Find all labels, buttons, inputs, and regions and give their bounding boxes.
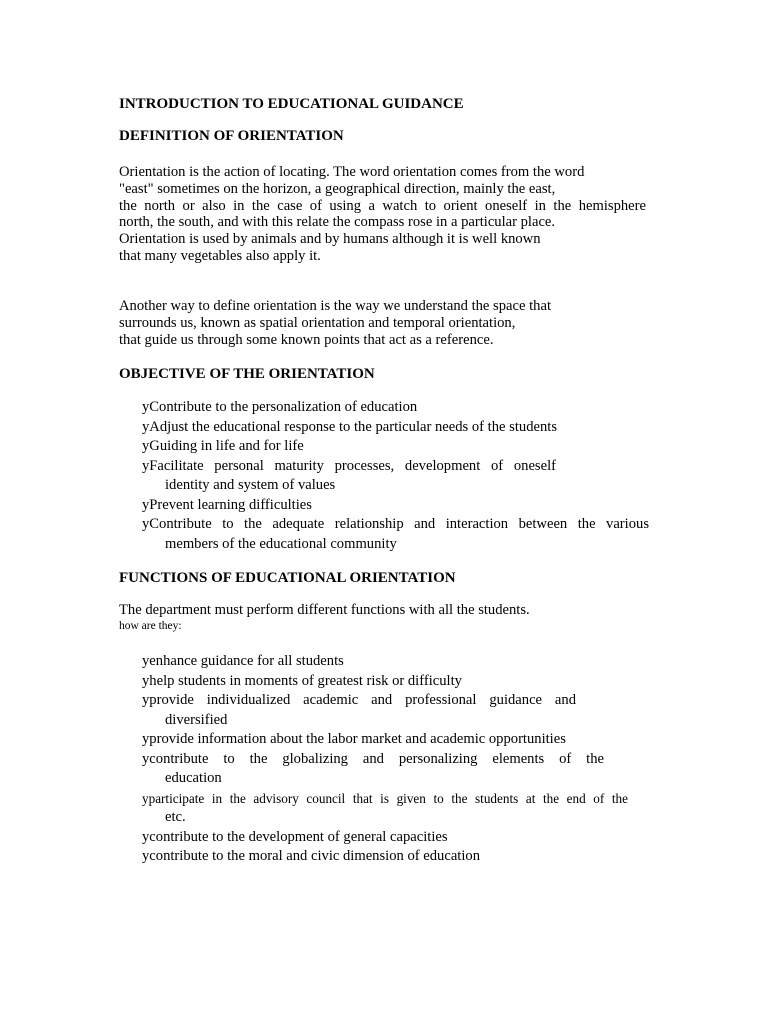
paragraph-line: surrounds us, known as spatial orientation and temporal orientation, <box>119 314 516 331</box>
paragraph-line: north, the south, and with this relate the compass rose in a particular place. <box>119 214 556 231</box>
list-item-text: Contribute to the personalization of education <box>149 399 418 415</box>
list-item <box>142 398 649 418</box>
list-item <box>142 496 649 516</box>
intro-line: The department must perform different functions with all the students. <box>119 602 530 618</box>
list-item <box>142 789 628 828</box>
list-item-line <box>142 750 604 770</box>
list-item <box>142 691 576 730</box>
list-item-text: Prevent learning difficulties <box>149 496 312 513</box>
list-item-line <box>142 457 556 477</box>
functions-heading: FUNCTIONS OF EDUCATIONAL ORIENTATION <box>119 570 456 586</box>
list-item-text: Guiding in life and for life <box>149 438 304 454</box>
list-item-text: contribute to the globalizing and personalizing elements of the <box>149 750 604 767</box>
list-item-line <box>142 691 576 711</box>
definition-paragraph-1 <box>119 164 646 265</box>
list-item-continuation: diversified <box>165 711 228 728</box>
list-item-line <box>142 789 628 809</box>
list-item <box>142 750 604 789</box>
list-item <box>142 457 556 496</box>
bullet-glyph: y <box>142 653 150 669</box>
bullet-glyph: y <box>142 731 150 747</box>
list-item-text: contribute to the development of general capacities <box>149 828 448 845</box>
paragraph-line: Another way to define orientation is the way we understand the space that <box>119 298 551 314</box>
list-item <box>142 437 649 457</box>
list-item-line <box>142 515 649 535</box>
list-item <box>142 730 604 750</box>
bullet-glyph: y <box>142 750 150 767</box>
bullet-glyph: y <box>142 848 150 864</box>
list-item <box>142 672 604 692</box>
list-item-continuation: education <box>165 770 222 786</box>
bullet-glyph: y <box>142 496 150 513</box>
list-item-text: participate in the advisory council that is given to the students at the end of the <box>148 790 628 806</box>
list-item-text: Facilitate personal maturity processes, development of oneself <box>149 457 556 474</box>
list-item-continuation: identity and system of values <box>165 477 336 493</box>
bullet-glyph: y <box>142 692 150 708</box>
bullet-glyph: y <box>142 418 150 435</box>
intro-small-line: how are they: <box>119 619 182 632</box>
paragraph-line: the north or also in the case of using a watch to orient oneself in the hemisphere <box>119 197 646 214</box>
bullet-glyph: y <box>142 516 150 532</box>
bullet-glyph: y <box>142 438 150 454</box>
list-item <box>142 847 604 867</box>
paragraph-line: Orientation is the action of locating. The word orientation comes from the word <box>119 164 585 180</box>
paragraph-line: that guide us through some known points that act as a reference. <box>119 331 494 348</box>
list-item-text: provide individualized academic and professional guidance and <box>149 692 576 708</box>
list-item <box>142 652 604 672</box>
paragraph-line: Orientation is used by animals and by humans although it is well known <box>119 231 541 248</box>
objective-list <box>142 398 649 554</box>
bullet-glyph: y <box>142 672 150 689</box>
bullet-glyph: y <box>142 790 149 806</box>
paragraph-line: that many vegetables also apply it. <box>119 247 321 264</box>
objective-heading: OBJECTIVE OF THE ORIENTATION <box>119 366 375 382</box>
list-item <box>142 418 649 438</box>
definition-paragraph-2 <box>119 298 551 348</box>
definition-heading: DEFINITION OF ORIENTATION <box>119 128 344 144</box>
bullet-glyph: y <box>142 828 150 845</box>
list-item <box>142 515 649 554</box>
bullet-glyph: y <box>142 399 150 415</box>
functions-intro <box>119 602 530 633</box>
list-item-text: Contribute to the adequate relationship and interaction between the various <box>149 516 649 532</box>
list-item-text: enhance guidance for all students <box>149 653 344 669</box>
list-item-text: help students in moments of greatest risk or difficulty <box>149 672 462 689</box>
paragraph-line: "east" sometimes on the horizon, a geographical direction, mainly the east, <box>119 180 556 197</box>
document-title: INTRODUCTION TO EDUCATIONAL GUIDANCE <box>119 96 464 112</box>
list-item-continuation: etc. <box>165 809 186 825</box>
list-item-text: contribute to the moral and civic dimension of education <box>149 848 480 864</box>
list-item-text: provide information about the labor market and academic opportunities <box>149 731 566 747</box>
bullet-glyph: y <box>142 457 150 474</box>
functions-list <box>142 652 628 867</box>
list-item-continuation: members of the educational community <box>165 535 397 552</box>
list-item <box>142 828 604 848</box>
list-item-text: Adjust the educational response to the particular needs of the students <box>149 418 557 435</box>
